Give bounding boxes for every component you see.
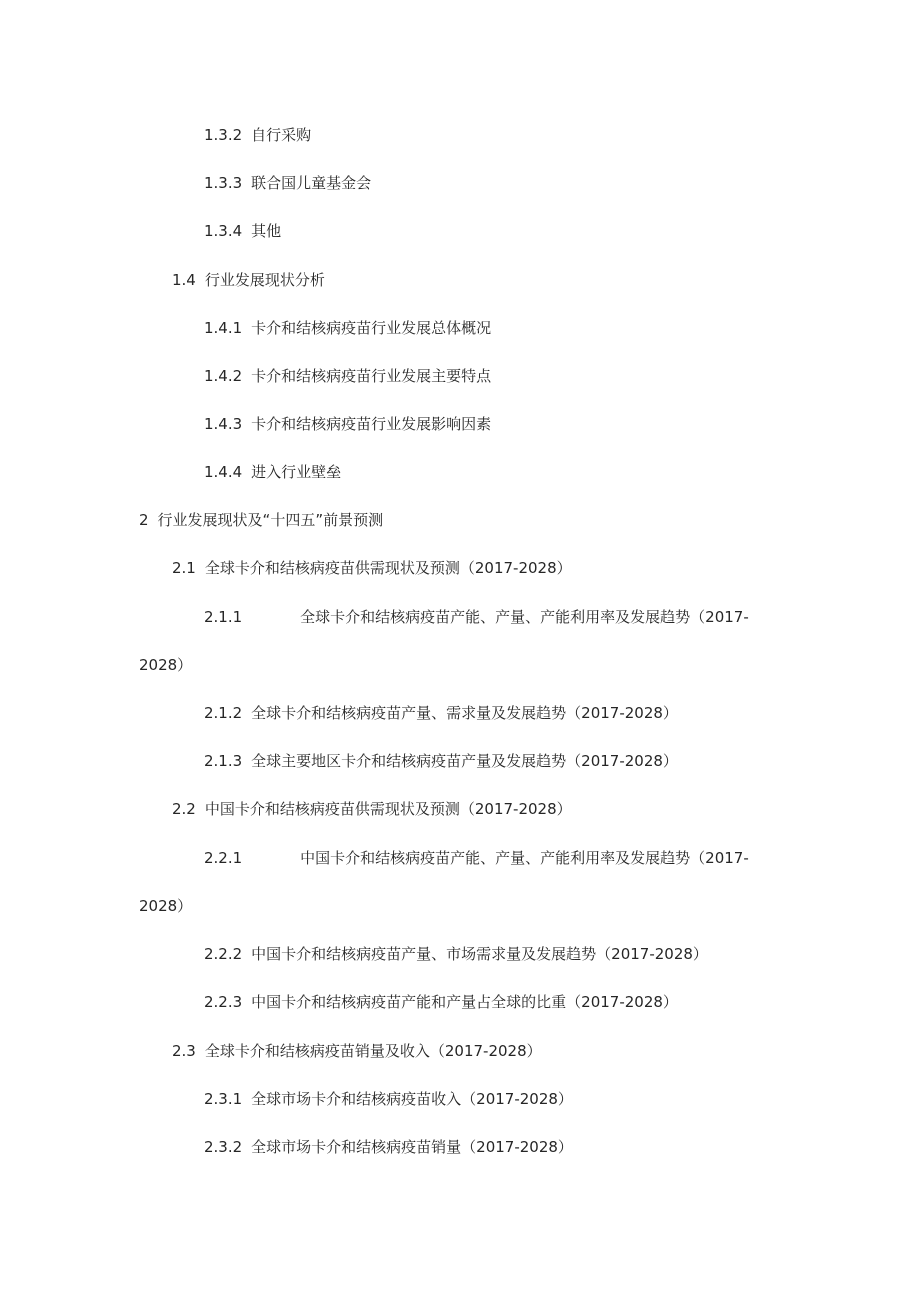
toc-entry [204,461,341,483]
toc-number: 1.3.2 [204,126,243,144]
toc-title: 行业发展现状分析 [204,271,325,289]
toc-number: 1.4 [172,271,196,289]
toc-title: 中国卡介和结核病疫苗产能、产量、产能利用率及发展趋势（2017- [300,849,749,867]
toc-title: 行业发展现状及“十四五”前景预测 [157,511,384,529]
toc-entry [204,317,491,339]
toc-entry [172,557,572,579]
toc-entry [172,1040,542,1062]
toc-entry [204,1088,573,1110]
toc-title-continuation: 2028） [139,656,193,674]
toc-number: 2.2.1 [204,849,243,867]
toc-entry [139,509,383,531]
toc-entry [204,172,371,194]
toc-title: 卡介和结核病疫苗行业发展总体概况 [251,319,492,337]
toc-title: 其他 [251,222,282,240]
toc-title: 卡介和结核病疫苗行业发展主要特点 [251,367,492,385]
toc-title: 全球市场卡介和结核病疫苗收入（2017-2028） [251,1090,573,1108]
toc-title: 自行采购 [251,126,312,144]
toc-number: 2.3 [172,1042,196,1060]
toc-entry [204,124,311,146]
toc-title: 中国卡介和结核病疫苗供需现状及预测（2017-2028） [204,800,572,818]
toc-entry [172,798,572,820]
toc-entry-continuation [139,895,192,917]
toc-title: 全球主要地区卡介和结核病疫苗产量及发展趋势（2017-2028） [251,752,678,770]
toc-entry [204,1136,573,1158]
toc-number: 2.1 [172,559,196,577]
toc-title: 联合国儿童基金会 [251,174,372,192]
toc-number: 1.4.4 [204,463,243,481]
toc-title: 全球卡介和结核病疫苗供需现状及预测（2017-2028） [204,559,572,577]
toc-number: 1.3.4 [204,222,243,240]
toc-title: 进入行业壁垒 [251,463,342,481]
toc-entry [204,702,678,724]
toc-number: 2 [139,511,149,529]
toc-number: 1.4.2 [204,367,243,385]
toc-entry-continuation [139,654,192,676]
toc-entry [172,269,325,291]
toc-number: 2.2.2 [204,945,243,963]
toc-entry [204,991,678,1013]
toc-entry [204,847,749,869]
toc-number: 1.3.3 [204,174,243,192]
toc-number: 2.1.3 [204,752,243,770]
toc-title: 中国卡介和结核病疫苗产量、市场需求量及发展趋势（2017-2028） [251,945,708,963]
toc-number: 1.4.3 [204,415,243,433]
toc-entry [204,365,491,387]
toc-entry [204,750,678,772]
toc-entry [204,943,708,965]
toc-number: 1.4.1 [204,319,243,337]
toc-title-continuation: 2028） [139,897,193,915]
toc-title: 全球卡介和结核病疫苗产能、产量、产能利用率及发展趋势（2017- [300,608,749,626]
toc-number: 2.1.2 [204,704,243,722]
toc-entry [204,220,281,242]
toc-title: 中国卡介和结核病疫苗产能和产量占全球的比重（2017-2028） [251,993,678,1011]
toc-number: 2.2 [172,800,196,818]
toc-title: 全球卡介和结核病疫苗销量及收入（2017-2028） [204,1042,542,1060]
toc-number: 2.1.1 [204,608,243,626]
toc-title: 全球卡介和结核病疫苗产量、需求量及发展趋势（2017-2028） [251,704,678,722]
toc-title: 卡介和结核病疫苗行业发展影响因素 [251,415,492,433]
toc-number: 2.2.3 [204,993,243,1011]
toc-title: 全球市场卡介和结核病疫苗销量（2017-2028） [251,1138,573,1156]
toc-entry [204,413,491,435]
toc-entry [204,606,749,628]
toc-number: 2.3.1 [204,1090,243,1108]
toc-number: 2.3.2 [204,1138,243,1156]
